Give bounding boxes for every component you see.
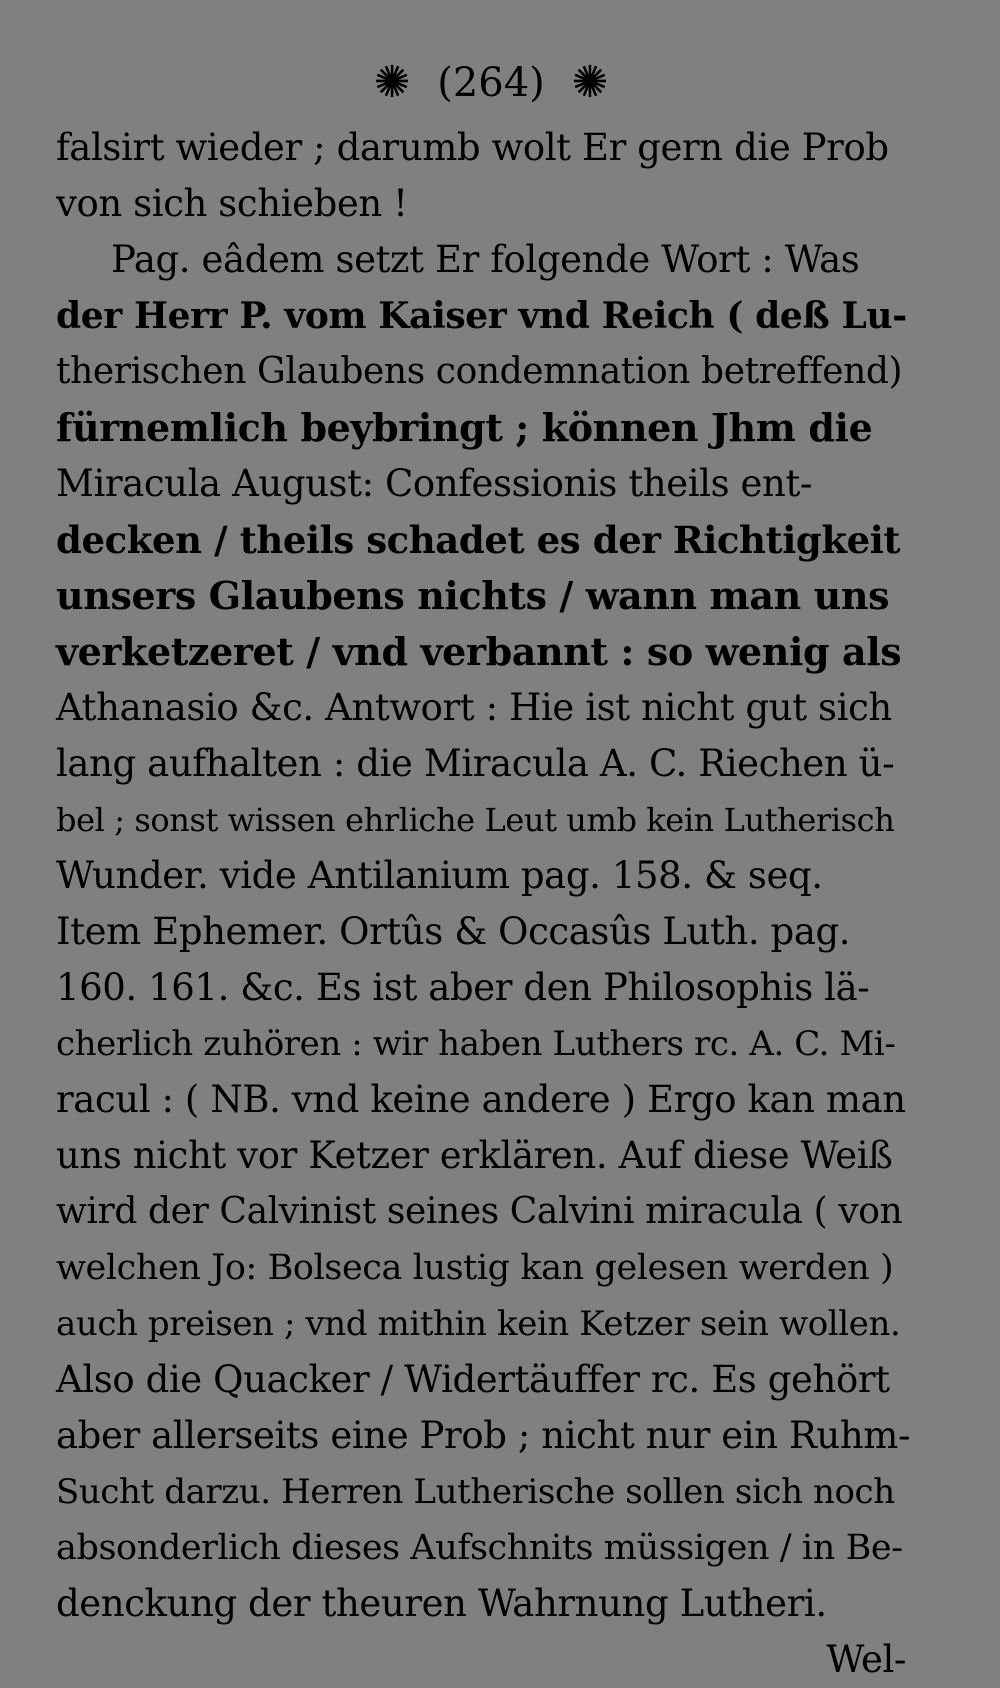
text-line: cherlich zuhören : wir haben Luthers rc. A. C. Mi- [56,1024,896,1064]
text-line: wird der Calvinist seines Calvini miracula ( von [56,1191,903,1232]
ornament-right-icon: ✺ [571,57,609,108]
text-line: Item Ephemer. Ortûs & Occasûs Luth. pag. [56,910,851,953]
page-header [66,40,916,120]
text-line: therischen Glaubens condemnation betreffend) [56,351,903,392]
text-line: absonderlich dieses Aufschnits müssigen / in Be- [56,1528,903,1568]
ornament-left-icon: ✺ [373,57,411,108]
text-line: verketzeret / vnd verbannt : so wenig als [56,629,902,674]
text-line: Pag. eâdem setzt Er folgende Wort : Was [111,238,860,281]
text-line: Wunder. vide Antilanium pag. 158. & seq. [56,854,823,897]
text-line: Miracula August: Confessionis theils ent- [56,462,813,505]
text-line: der Herr P. vom Kaiser vnd Reich ( deß Lu- [56,295,907,337]
page-number: (264) [437,60,545,106]
text-line: von sich schieben ! [56,182,408,225]
catchword: Wel- [826,1638,906,1681]
text-line: auch preisen ; vnd mithin kein Ketzer sein wollen. [56,1304,901,1344]
text-line: denckung der theuren Wahrnung Lutheri. [56,1582,827,1625]
body-text [56,120,916,1688]
text-line: lang aufhalten : die Miracula A. C. Riechen ü- [56,742,895,785]
text-line: Also die Quacker / Widertäuffer rc. Es gehört [56,1358,890,1401]
text-line: bel ; sonst wissen ehrliche Leut umb kein Lutherisch [56,801,895,839]
text-line: Sucht darzu. Herren Lutherische sollen sich noch [56,1472,895,1512]
text-line: welchen Jo: Bolseca lustig kan gelesen werden ) [56,1248,894,1288]
text-line: 160. 161. &c. Es ist aber den Philosophis lä- [56,966,870,1009]
text-line: fürnemlich beybringt ; können Jhm die [56,405,873,450]
text-line: falsirt wieder ; darumb wolt Er gern die Prob [56,126,889,169]
text-line: Athanasio &c. Antwort : Hie ist nicht gut sich [56,686,892,729]
book-page [56,40,916,1688]
text-line: aber allerseits eine Prob ; nicht nur ein Ruhm- [56,1414,911,1457]
text-line: decken / theils schadet es der Richtigkeit [56,518,901,562]
text-line: uns nicht vor Ketzer erklären. Auf diese Weiß [56,1134,893,1177]
text-line: unsers Glaubens nichts / wann man uns [56,573,890,618]
text-line: racul : ( NB. vnd keine andere ) Ergo kan man [56,1078,906,1121]
